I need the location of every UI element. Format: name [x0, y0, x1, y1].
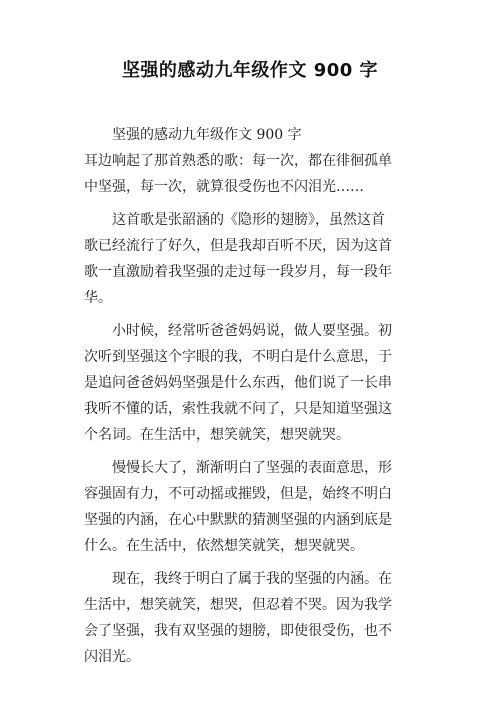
paragraph-3-line-5: 个名词。在生活中，想笑就笑，想哭就哭。 [84, 427, 350, 443]
document-body [84, 122, 418, 670]
paragraph-1-line-1: 耳边响起了那首熟悉的歌：每一次，都在徘徊孤单 [84, 153, 392, 169]
paragraph-4-line-3: 坚强的内涵，在心中默默的猜测坚强的内涵到底是 [84, 512, 392, 528]
paragraph-5-line-2: 生活中，想笑就笑，想哭，但忍着不哭。因为我学 [84, 597, 392, 613]
paragraph-1-line-2: 中坚强，每一次，就算很受伤也不闪泪光…… [84, 179, 364, 195]
paragraph-3-line-3: 是追问爸爸妈妈坚强是什么东西，他们说了一长串 [84, 375, 392, 391]
paragraph-4-line-4: 什么。在生活中，依然想笑就笑，想哭就哭。 [84, 538, 364, 554]
paragraph-4-line-2: 容强固有力，不可动摇或摧毁，但是，始终不明白 [84, 486, 392, 502]
subtitle-line: 坚强的感动九年级作文 900 字 [112, 127, 302, 143]
paragraph-3-line-2: 次听到坚强这个字眼的我，不明白是什么意思，于 [84, 349, 392, 365]
paragraph-5-line-3: 会了坚强，我有双坚强的翅膀，即使很受伤，也不 [84, 623, 392, 639]
paragraph-3-line-1: 小时候，经常听爸爸妈妈说，做人要坚强。初 [112, 323, 392, 339]
paragraph-5-line-4: 闪泪光。 [84, 649, 140, 665]
paragraph-4-line-1: 慢慢长大了，渐渐明白了坚强的表面意思，形 [112, 460, 392, 476]
paragraph-2-line-4: 华。 [84, 290, 112, 306]
document-title: 坚强的感动九年级作文 900 字 [121, 60, 379, 81]
paragraph-5-line-1: 现在，我终于明白了属于我的坚强的内涵。在 [112, 571, 392, 587]
paragraph-2-line-3: 歌一直激励着我坚强的走过每一段岁月，每一段年 [84, 264, 392, 280]
paragraph-2-line-2: 歌已经流行了好久，但是我却百听不厌，因为这首 [84, 238, 392, 254]
paragraph-2-line-1: 这首歌是张韶涵的《隐形的翅膀》，虽然这首 [112, 212, 385, 228]
paragraph-3-line-4: 我听不懂的话，索性我就不问了，只是知道坚强这 [84, 401, 392, 417]
